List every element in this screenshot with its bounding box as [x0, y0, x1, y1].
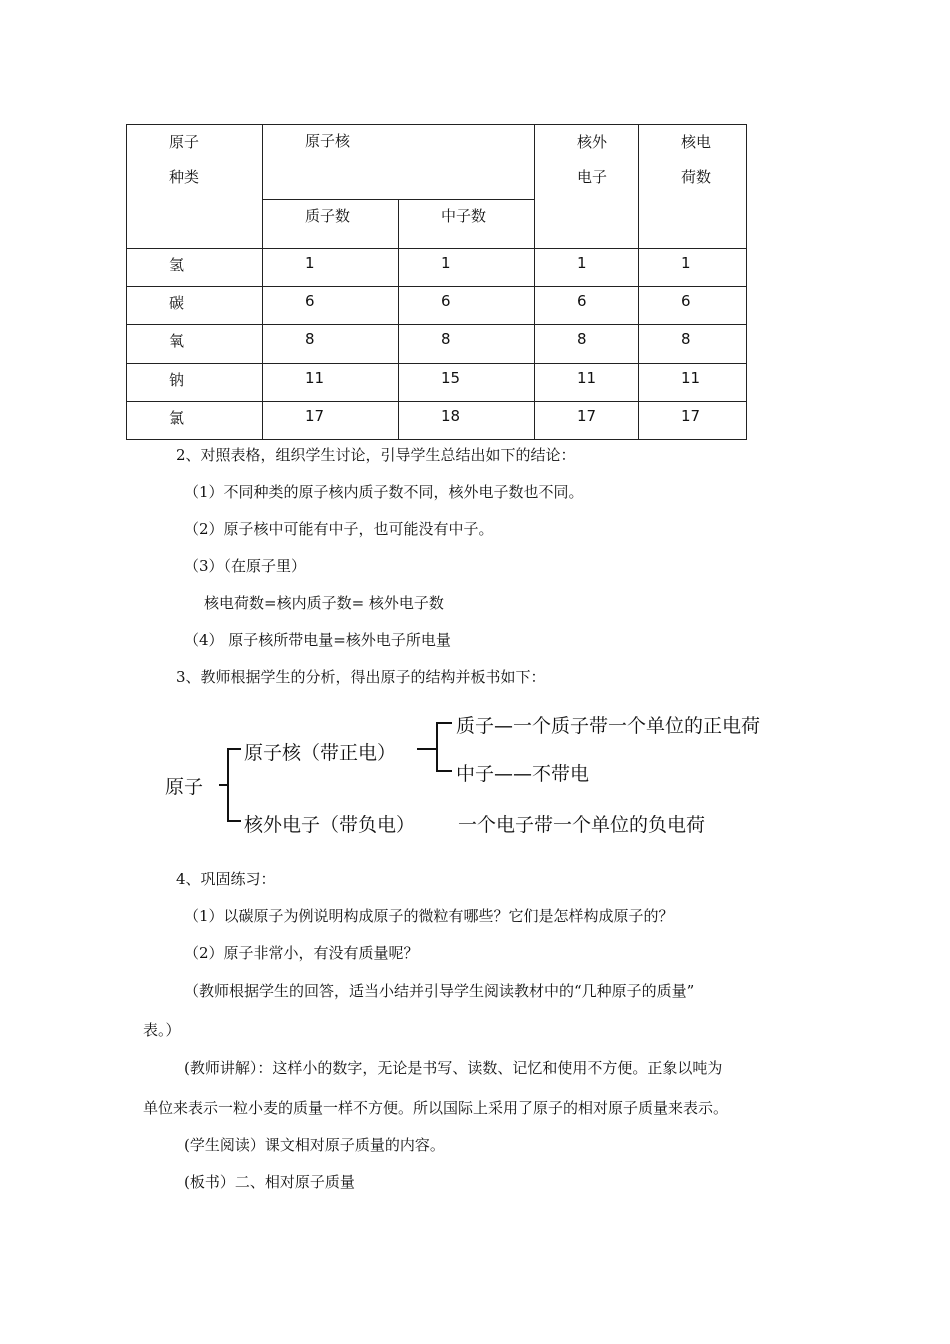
inner-brace-bottom-arm: [436, 770, 452, 772]
row-electrons: 17: [577, 407, 597, 425]
header-nuclear-charge-line2: 荷数: [681, 168, 712, 186]
brace-top-arm: [227, 748, 241, 750]
table-row: [127, 364, 747, 402]
row-protons: 17: [305, 407, 325, 425]
header-electrons-line1: 核外: [577, 133, 608, 151]
teacher-note-line2: 表。）: [143, 1021, 181, 1039]
row-neutrons: 18: [441, 407, 461, 425]
row-protons: 1: [305, 254, 315, 272]
section4-heading: 4、巩固练习：: [176, 870, 276, 888]
conclusion-4: （4） 原子核所带电量=核外电子所电量: [184, 631, 451, 649]
row-neutrons: 6: [441, 292, 451, 310]
atom-composition-table: [126, 124, 747, 440]
row-charge: 11: [681, 369, 701, 387]
brace-bottom-arm: [227, 820, 241, 822]
student-reading: (学生阅读）课文相对原子质量的内容。: [184, 1136, 445, 1154]
row-neutrons: 15: [441, 369, 461, 387]
inner-brace-vertical: [436, 722, 438, 772]
row-electrons: 8: [577, 330, 587, 348]
diagram-root-atom: 原子: [165, 776, 204, 798]
header-atom-type-line2: 种类: [169, 168, 200, 186]
diagram-nucleus: 原子核（带正电）: [244, 742, 397, 764]
table-row: [127, 402, 747, 440]
section3-heading: 3、教师根据学生的分析，得出原子的结构并板书如下：: [176, 668, 546, 686]
board-heading: (板书）二、相对原子质量: [184, 1173, 355, 1191]
question-2: （2）原子非常小，有没有质量呢？: [184, 944, 419, 962]
conclusion-3: （3）（在原子里）: [184, 557, 307, 575]
diagram-electron-desc: 一个电子带一个单位的负电荷: [458, 814, 706, 836]
diagram-electron: 核外电子（带负电）: [244, 814, 416, 836]
row-charge: 1: [681, 254, 691, 272]
conclusion-3-formula: 核电荷数=核内质子数= 核外电子数: [204, 594, 444, 612]
row-protons: 8: [305, 330, 315, 348]
row-charge: 17: [681, 407, 701, 425]
teacher-note-line1: （教师根据学生的回答，适当小结并引导学生阅读教材中的“几种原子的质量”: [184, 982, 695, 1000]
row-electrons: 11: [577, 369, 597, 387]
header-nuclear-charge: [639, 125, 747, 249]
row-protons: 11: [305, 369, 325, 387]
diagram-proton: 质子—一个质子带一个单位的正电荷: [456, 715, 761, 737]
brace-vertical: [227, 748, 229, 822]
conclusion-2: （2）原子核中可能有中子，也可能没有中子。: [184, 520, 494, 538]
table-row: [127, 249, 747, 287]
header-nucleus: 原子核: [263, 125, 535, 200]
row-charge: 8: [681, 330, 691, 348]
header-proton-count: 质子数: [263, 200, 399, 249]
inner-brace-top-arm: [436, 722, 452, 724]
row-name: 碳: [169, 294, 185, 312]
header-nuclear-charge-line1: 核电: [681, 133, 712, 151]
header-atom-type-line1: 原子: [169, 133, 200, 151]
teacher-explain-line2: 单位来表示一粒小麦的质量一样不方便。所以国际上采用了原子的相对原子质量来表示。: [143, 1099, 729, 1117]
row-name: 氢: [169, 256, 185, 274]
diagram-neutron: 中子——不带电: [456, 763, 590, 785]
row-name: 氧: [169, 332, 185, 350]
row-neutrons: 8: [441, 330, 451, 348]
row-electrons: 6: [577, 292, 587, 310]
header-neutron-count: 中子数: [399, 200, 535, 249]
row-protons: 6: [305, 292, 315, 310]
inner-brace-stem: [417, 748, 437, 750]
table-row: [127, 287, 747, 325]
table-row: [127, 325, 747, 364]
row-charge: 6: [681, 292, 691, 310]
section2-heading: 2、对照表格，组织学生讨论，引导学生总结出如下的结论：: [176, 446, 576, 464]
row-neutrons: 1: [441, 254, 451, 272]
teacher-explain-line1: (教师讲解）：这样小的数字，无论是书写、读数、记忆和使用不方便。正象以吨为: [184, 1059, 723, 1077]
header-electrons: [535, 125, 639, 249]
row-name: 氯: [169, 409, 185, 427]
conclusion-1: （1）不同种类的原子核内质子数不同，核外电子数也不同。: [184, 483, 584, 501]
header-atom-type: [127, 125, 263, 249]
header-electrons-line2: 电子: [577, 168, 608, 186]
row-electrons: 1: [577, 254, 587, 272]
question-1: （1）以碳原子为例说明构成原子的微粒有哪些？它们是怎样构成原子的？: [184, 907, 674, 925]
row-name: 钠: [169, 371, 185, 389]
